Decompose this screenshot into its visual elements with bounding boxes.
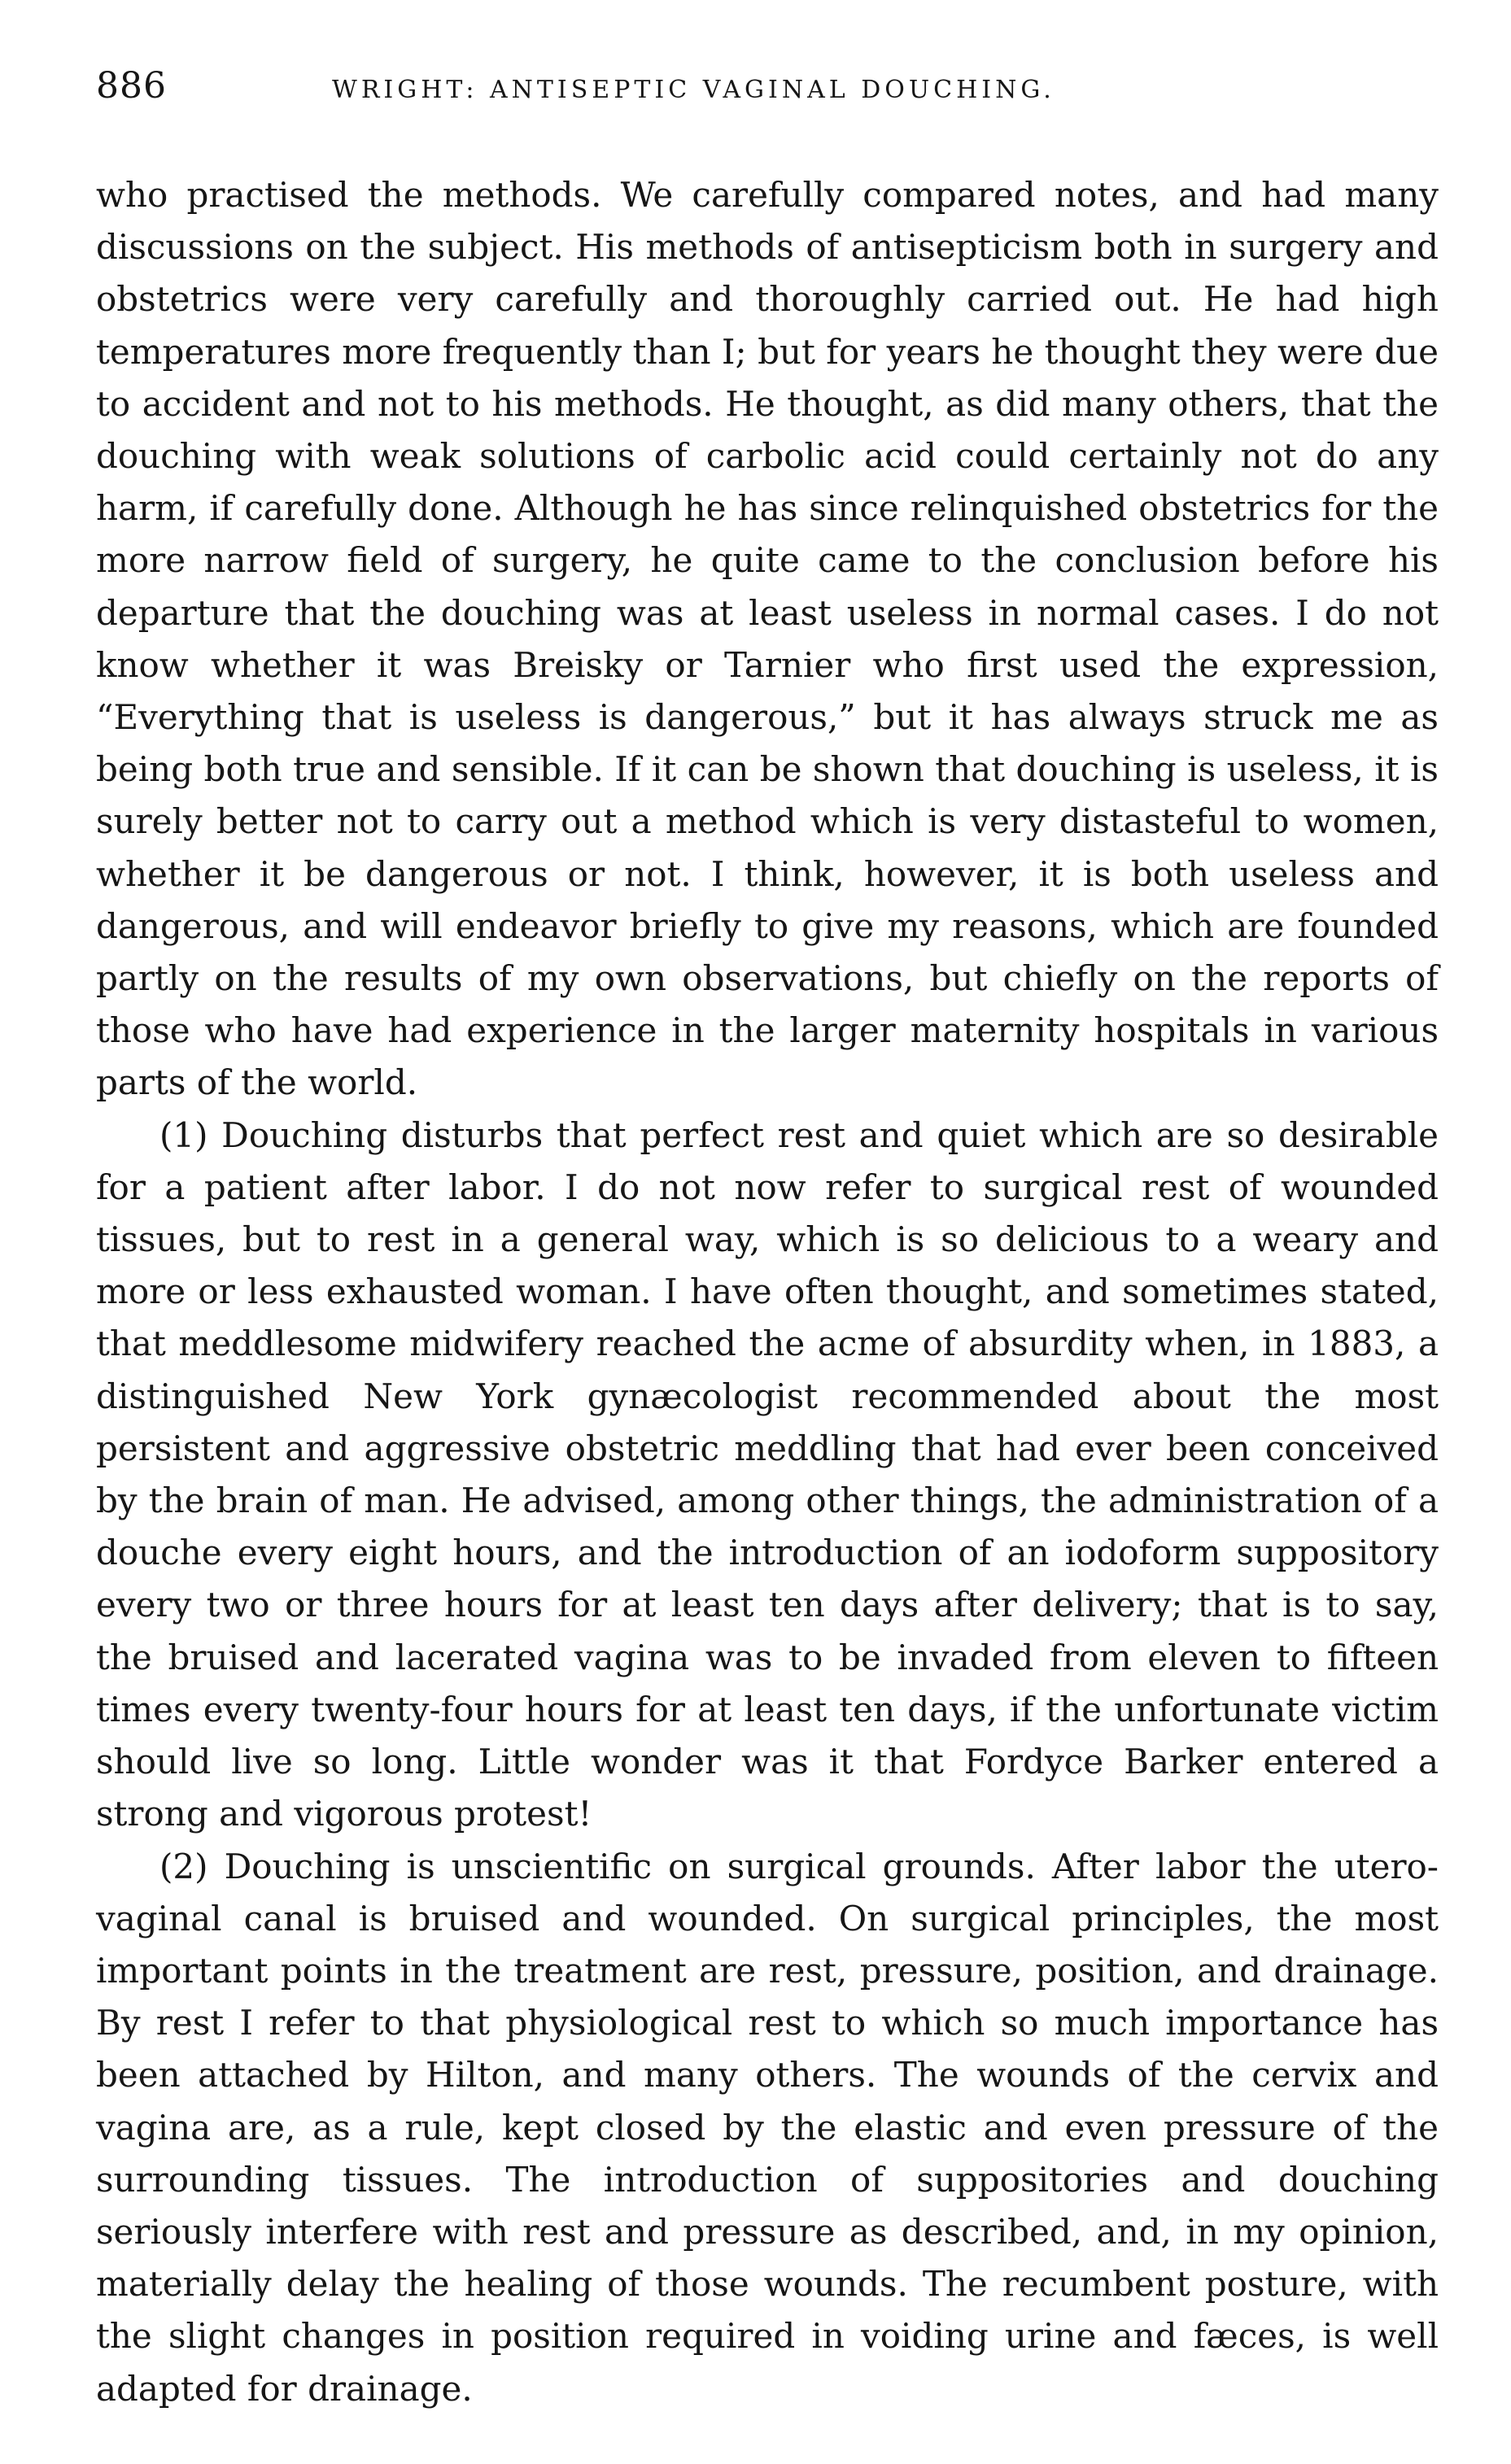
page-number: 886 [96,65,167,107]
paragraph-continued: who practised the methods. We carefully compared notes, and had many discussions on the subject. His methods of antisepticism both in surgery and obstetrics were very carefully and thoroughly carried out. He had high temperatures more frequently than I; but for years he thought they were due to accident and not to his methods. He thought, as did many others, that the douching with weak solutions of carbolic acid could certainly not do any harm, if carefully done. Although he has since relinquished obstetrics for the more narrow field of surgery, he quite came to the conclusion before his departure that the douching was at least useless in normal cases. I do not know whether it was Breisky or Tarnier who first used the expression, “Everything that is useless is dangerous,” but it has always struck me as being both true and sensible. If it can be shown that douching is useless, it is surely better not to carry out a method which is very distasteful to women, whether it be dangerous or not. I think, however, it is both useless and dangerous, and will endeavor briefly to give my reasons, which are founded partly on the results of my own observations, but chiefly on the reports of those who have had experience in the larger maternity hospitals in various parts of the world. [96,175,1439,1103]
body-text [96,169,1439,2415]
paragraph-point-2: (2) Douching is unscientific on surgical grounds. After labor the utero-vaginal canal is bruised and wounded. On surgical principles, the most important points in the treatment are rest, pressure, position, and drainage. By rest I refer to that physiological rest to which so much importance has been attached by Hilton, and many others. The wounds of the cervix and vagina are, as a rule, kept closed by the elastic and even pressure of the surrounding tissues. The introduction of suppositories and douching seriously interfere with rest and pressure as described, and, in my opinion, materially delay the healing of those wounds. The recumbent posture, with the slight changes in position required in voiding urine and fæces, is well adapted for drainage. [96,1846,1439,2409]
book-page [96,65,1439,2415]
paragraph-point-1: (1) Douching disturbs that perfect rest and quiet which are so desirable for a patient after labor. I do not now refer to surgical rest of wounded tissues, but to rest in a general way, which is so delicious to a weary and more or less exhausted woman. I have often thought, and sometimes stated, that meddlesome midwifery reached the acme of absurdity when, in 1883, a distinguished New York gynæcologist recommended about the most persistent and aggressive obstetric meddling that had ever been conceived by the brain of man. He advised, among other things, the administration of a douche every eight hours, and the introduction of an iodoform suppository every two or three hours for at least ten days after delivery; that is to say, the bruised and lacerated vagina was to be invaded from eleven to fifteen times every twenty-four hours for at least ten days, if the unfortunate victim should live so long. Little wonder was it that Fordyce Barker entered a strong and vigorous protest! [96,1114,1439,1834]
running-header [96,65,1439,130]
running-title: WRIGHT: ANTISEPTIC VAGINAL DOUCHING. [332,76,1055,104]
